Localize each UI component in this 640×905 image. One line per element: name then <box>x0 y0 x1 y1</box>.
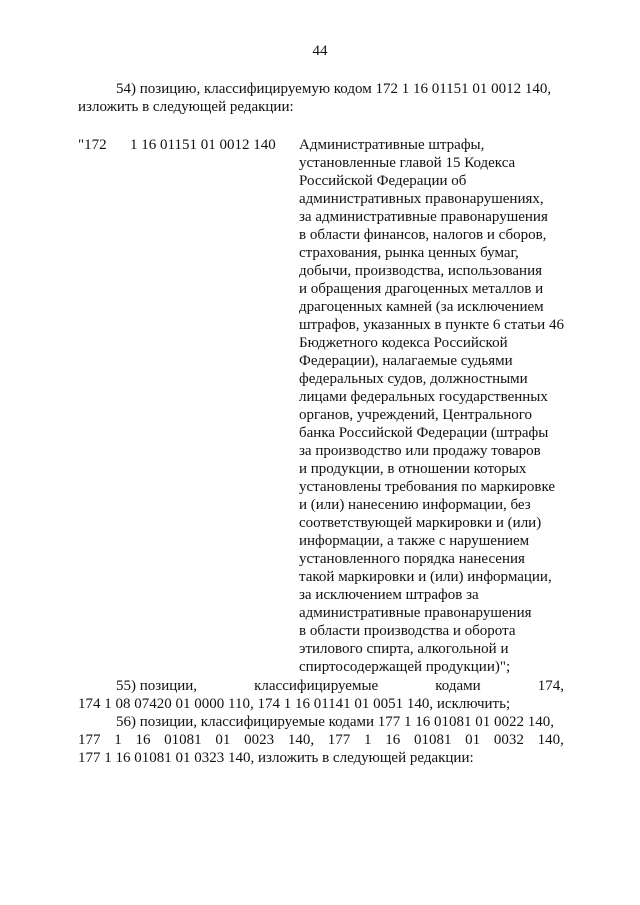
item-55-word: 174, <box>537 678 564 694</box>
item-56-word: 01 <box>465 732 481 748</box>
description-line: за административные правонарушения <box>299 209 548 225</box>
description-line: лицами федеральных государственных <box>299 389 548 405</box>
description-line: административных правонарушениях, <box>299 191 544 207</box>
description-line: спиртосодержащей продукции)"; <box>299 659 511 675</box>
item-56-word: 1 <box>364 732 372 748</box>
item-56-word: 01081 <box>413 732 452 748</box>
description-line: Федерации), налагаемые судьями <box>299 353 513 369</box>
description-line: такой маркировки и (или) информации, <box>299 569 552 585</box>
item-56-word: 1 <box>114 732 122 748</box>
description-line: банка Российской Федерации (штрафы <box>299 425 549 441</box>
description-line: и обращения драгоценных металлов и <box>299 281 544 297</box>
item-54-line: изложить в следующей редакции: <box>78 99 294 115</box>
description-line: за производство или продажу товаров <box>299 443 541 459</box>
item-54-line: 54) позицию, классифицируемую кодом 172 1 16 01151 01 0012 140, <box>116 81 552 97</box>
item-55-line: 174 1 08 07420 01 0000 110, 174 1 16 01141 01 0051 140, исключить; <box>78 696 511 712</box>
description-line: драгоценных камней (за исключением <box>299 299 544 315</box>
item-55-word: классифицируемые <box>254 678 379 694</box>
item-56-word: 0032 <box>493 732 524 748</box>
item-56-word: 140, <box>537 732 564 748</box>
item-56-word: 0023 <box>244 732 275 748</box>
description-line: добычи, производства, использования <box>299 263 543 279</box>
description-line: и (или) нанесению информации, без <box>299 497 531 513</box>
row-number-cell: "172 <box>78 137 107 153</box>
description-line: Бюджетного кодекса Российской <box>299 335 508 351</box>
description-line: и продукции, в отношении которых <box>299 461 527 477</box>
description-line: соответствующей маркировки и (или) <box>299 515 542 531</box>
description-line: Российской Федерации об <box>299 173 467 189</box>
item-55-word: кодами <box>435 678 481 694</box>
item-56-word: 16 <box>385 732 401 748</box>
item-56-line: 177 1 16 01081 01 0323 140, изложить в следующей редакции: <box>78 750 474 766</box>
description-line: органов, учреждений, Центрального <box>299 407 533 423</box>
item-56-word: 177 <box>78 732 101 748</box>
description-line: этилового спирта, алкогольной и <box>299 641 509 657</box>
description-line: установленного порядка нанесения <box>299 551 525 567</box>
description-line: информации, а также с нарушением <box>299 533 530 549</box>
description-cell <box>299 136 564 676</box>
description-line: штрафов, указанных в пункте 6 статьи 46 <box>299 317 564 333</box>
item-54-paragraph <box>78 80 564 116</box>
description-line: в области производства и оборота <box>299 623 516 639</box>
item-56-line <box>78 731 564 749</box>
item-56-line: 56) позиции, классифицируемые кодами 177 1 16 01081 01 0022 140, <box>116 714 555 730</box>
item-55-word: 55) позиции, <box>116 678 198 694</box>
item-55-paragraph <box>78 677 564 713</box>
item-56-word: 01 <box>215 732 231 748</box>
item-56-word: 01081 <box>164 732 202 748</box>
classification-code-cell: 1 16 01151 01 0012 140 <box>130 137 276 153</box>
description-line: страхования, рынка ценных бумаг, <box>299 245 519 261</box>
description-line: установлены требования по маркировке <box>299 479 556 495</box>
description-line: за исключением штрафов за <box>299 587 479 603</box>
item-56-word: 177 <box>327 732 351 748</box>
item-56-paragraph <box>78 713 564 767</box>
item-56-word: 16 <box>135 732 151 748</box>
description-line: административные правонарушения <box>299 605 532 621</box>
description-line: в области финансов, налогов и сборов, <box>299 227 547 243</box>
description-line: Административные штрафы, <box>299 137 485 153</box>
item-56-word: 140, <box>287 732 315 748</box>
description-line: установленные главой 15 Кодекса <box>299 155 516 171</box>
item-55-line <box>78 677 564 695</box>
description-line: федеральных судов, должностными <box>299 371 528 387</box>
page-number: 44 <box>312 43 328 59</box>
